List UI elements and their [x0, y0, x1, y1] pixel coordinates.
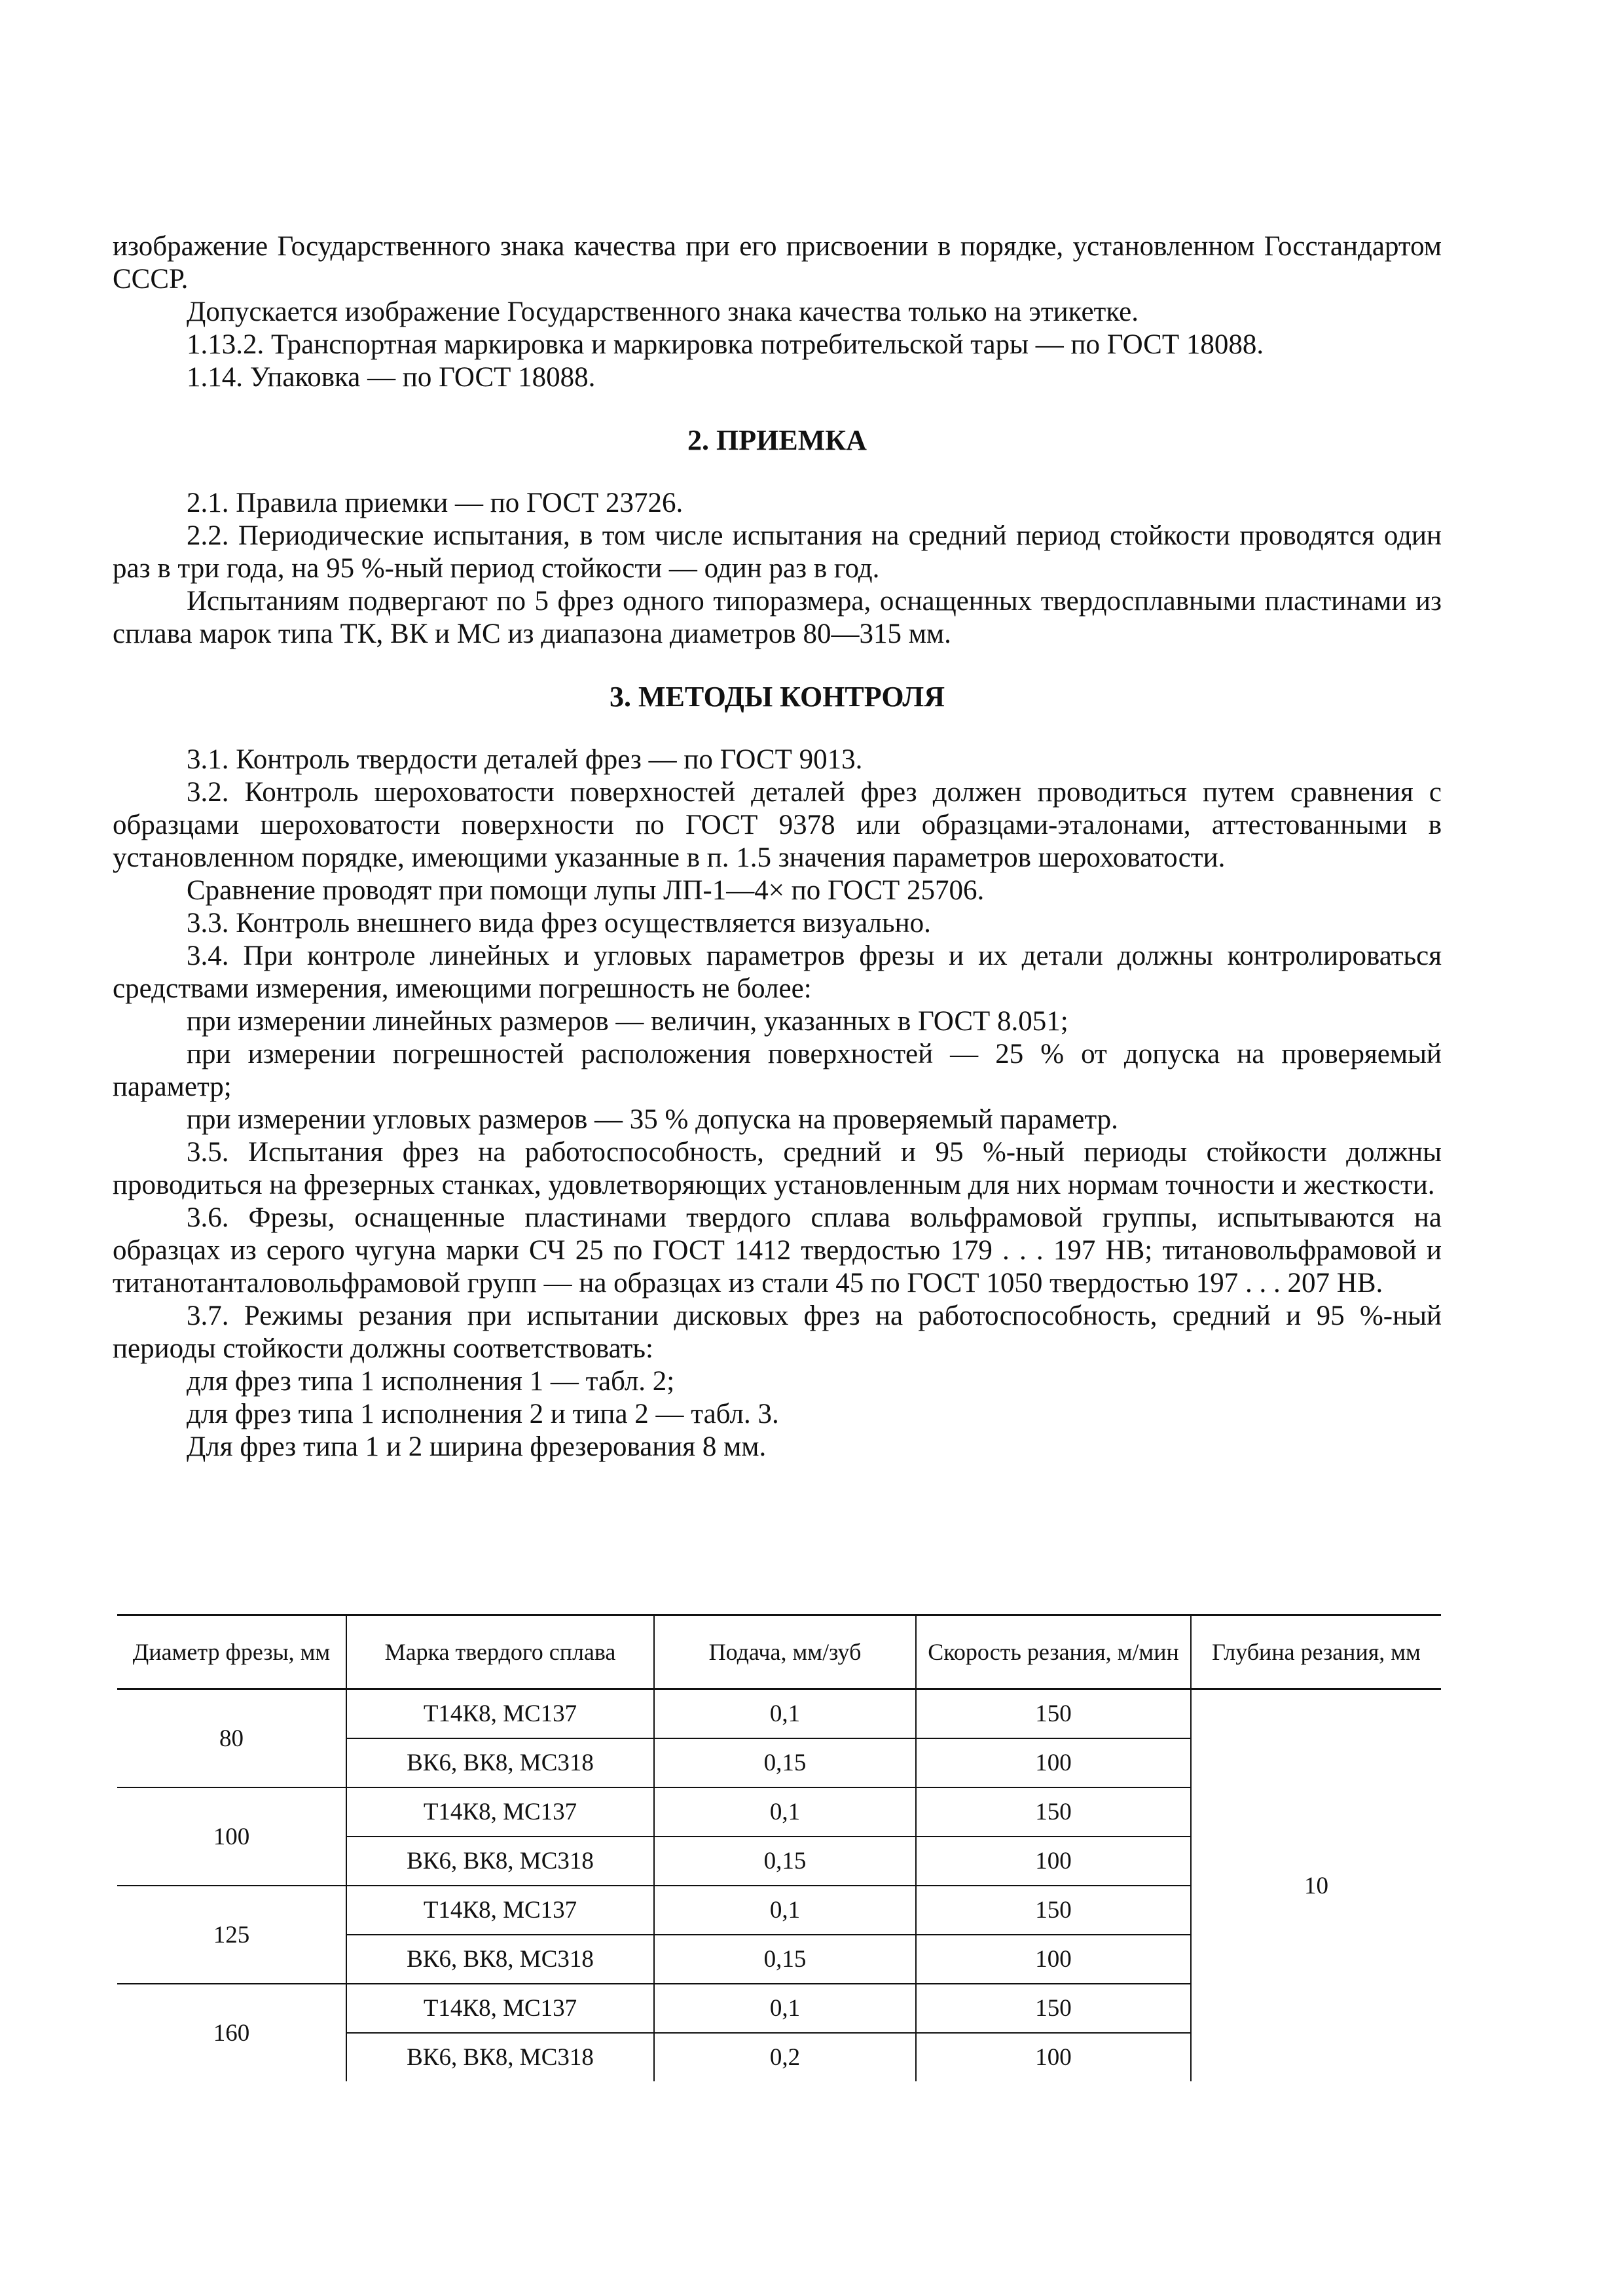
cell-feed: 0,1: [654, 1984, 916, 2033]
paragraph: 2.1. Правила приемки — по ГОСТ 23726.: [187, 488, 684, 518]
cell-speed: 150: [916, 1886, 1191, 1935]
cell-alloy: Т14К8, МС137: [346, 1886, 654, 1935]
cell-alloy: Т14К8, МС137: [346, 1984, 654, 2033]
paragraph: изображение Государственного знака качества при его присвоении в порядке, установленном Госстандартом СССР.: [113, 231, 1442, 295]
paragraph: 3.1. Контроль твердости деталей фрез — по ГОСТ 9013.: [187, 744, 863, 775]
paragraph: 3.7. Режимы резания при испытании дисковых фрез на работоспособность, средний и 95 %-ный периоды стойкости должны соответствовать:: [113, 1300, 1442, 1364]
cutting-modes-table: [117, 1614, 1441, 2081]
paragraph: 3.4. При контроле линейных и угловых параметров фрезы и их детали должны контролироваться средствами измерения, имеющими погрешность не более:: [113, 941, 1442, 1004]
cell-speed: 100: [916, 1837, 1191, 1886]
cell-alloy: ВК6, ВК8, МС318: [346, 1935, 654, 1984]
paragraph: при измерении угловых размеров — 35 % допуска на проверяемый параметр.: [187, 1104, 1118, 1135]
paragraph: для фрез типа 1 исполнения 2 и типа 2 — табл. 3.: [187, 1399, 779, 1429]
cell-speed: 150: [916, 1689, 1191, 1739]
paragraph: при измерении погрешностей расположения поверхностей — 25 % от допуска на проверяемый параметр;: [113, 1039, 1442, 1102]
cell-depth: 10: [1191, 1689, 1441, 2082]
cell-speed: 100: [916, 1738, 1191, 1787]
cell-alloy: ВК6, ВК8, МС318: [346, 1837, 654, 1886]
header-speed: Скорость резания, м/мин: [916, 1615, 1191, 1689]
paragraph: 1.13.2. Транспортная маркировка и маркировка потребительской тары — по ГОСТ 18088.: [187, 329, 1264, 360]
cell-alloy: ВК6, ВК8, МС318: [346, 2033, 654, 2081]
cell-diameter: 160: [213, 2019, 250, 2047]
paragraph: 3.6. Фрезы, оснащенные пластинами твердого сплава вольфрамовой группы, испытываются на образцах из серого чугуна марки СЧ 25 по ГОСТ 1412 твердостью 179 . . . 197 НВ; титановольфрамовой и титанотанталовольфрамовой групп — на образцах из стали 45 по ГОСТ 1050 твердостью 197 . . . 207 НВ.: [113, 1202, 1442, 1299]
cell-speed: 100: [916, 1935, 1191, 1984]
section-heading-control-methods: 3. МЕТОДЫ КОНТРОЛЯ: [610, 681, 945, 713]
cell-alloy: ВК6, ВК8, МС318: [346, 1738, 654, 1787]
paragraph: Допускается изображение Государственного знака качества только на этикетке.: [187, 296, 1139, 327]
paragraph: 3.2. Контроль шероховатости поверхностей деталей фрез должен проводиться путем сравнения с образцами шероховатости поверхности по ГОСТ 9378 или образцами-эталонами, аттестованными в установленном порядке, имеющими указанные в п. 1.5 значения параметров шероховатости.: [113, 777, 1442, 873]
cell-feed: 0,15: [654, 1738, 916, 1787]
cell-alloy: Т14К8, МС137: [346, 1689, 654, 1739]
paragraph: для фрез типа 1 исполнения 1 — табл. 2;: [187, 1366, 675, 1397]
paragraph: Сравнение проводят при помощи лупы ЛП-1—4× по ГОСТ 25706.: [187, 875, 985, 906]
header-alloy: Марка твердого сплава: [346, 1615, 654, 1689]
header-feed: Подача, мм/зуб: [654, 1615, 916, 1689]
cell-speed: 150: [916, 1984, 1191, 2033]
cell-feed: 0,1: [654, 1689, 916, 1739]
cell-speed: 150: [916, 1787, 1191, 1837]
paragraph: 2.2. Периодические испытания, в том числе испытания на средний период стойкости проводятся один раз в три года, на 95 %-ный период стойкости — один раз в год.: [113, 520, 1442, 584]
cell-feed: 0,2: [654, 2033, 916, 2081]
cell-diameter: 100: [117, 1787, 346, 1886]
cell-feed: 0,1: [654, 1787, 916, 1837]
paragraph: 3.3. Контроль внешнего вида фрез осуществляется визуально.: [187, 908, 931, 939]
table-header-row: [117, 1615, 1441, 1689]
table-row: [117, 1689, 1441, 1739]
cell-speed: 100: [916, 2033, 1191, 2081]
paragraph: Для фрез типа 1 и 2 ширина фрезерования 8 мм.: [187, 1431, 767, 1462]
paragraph: 3.5. Испытания фрез на работоспособность, средний и 95 %-ный периоды стойкости должны проводиться на фрезерных станках, удовлетворяющих установленным для них нормам точности и жесткости.: [113, 1137, 1442, 1200]
paragraph: Испытаниям подвергают по 5 фрез одного типоразмера, оснащенных твердосплавными пластинами из сплава марок типа ТК, ВК и МС из диапазона диаметров 80—315 мм.: [113, 586, 1442, 649]
cell-feed: 0,15: [654, 1837, 916, 1886]
cell-diameter: 125: [117, 1886, 346, 1984]
paragraph: 1.14. Упаковка — по ГОСТ 18088.: [187, 362, 596, 393]
body-text: [113, 230, 1442, 1463]
header-depth: Глубина резания, мм: [1191, 1615, 1441, 1689]
cell-feed: 0,1: [654, 1886, 916, 1935]
paragraph: при измерении линейных размеров — величин, указанных в ГОСТ 8.051;: [187, 1006, 1068, 1037]
section-heading-acceptance: 2. ПРИЕМКА: [687, 424, 867, 456]
cell-alloy: Т14К8, МС137: [346, 1787, 654, 1837]
header-diameter: Диаметр фрезы, мм: [117, 1615, 346, 1689]
cell-diameter: 80: [117, 1689, 346, 1788]
cell-feed: 0,15: [654, 1935, 916, 1984]
